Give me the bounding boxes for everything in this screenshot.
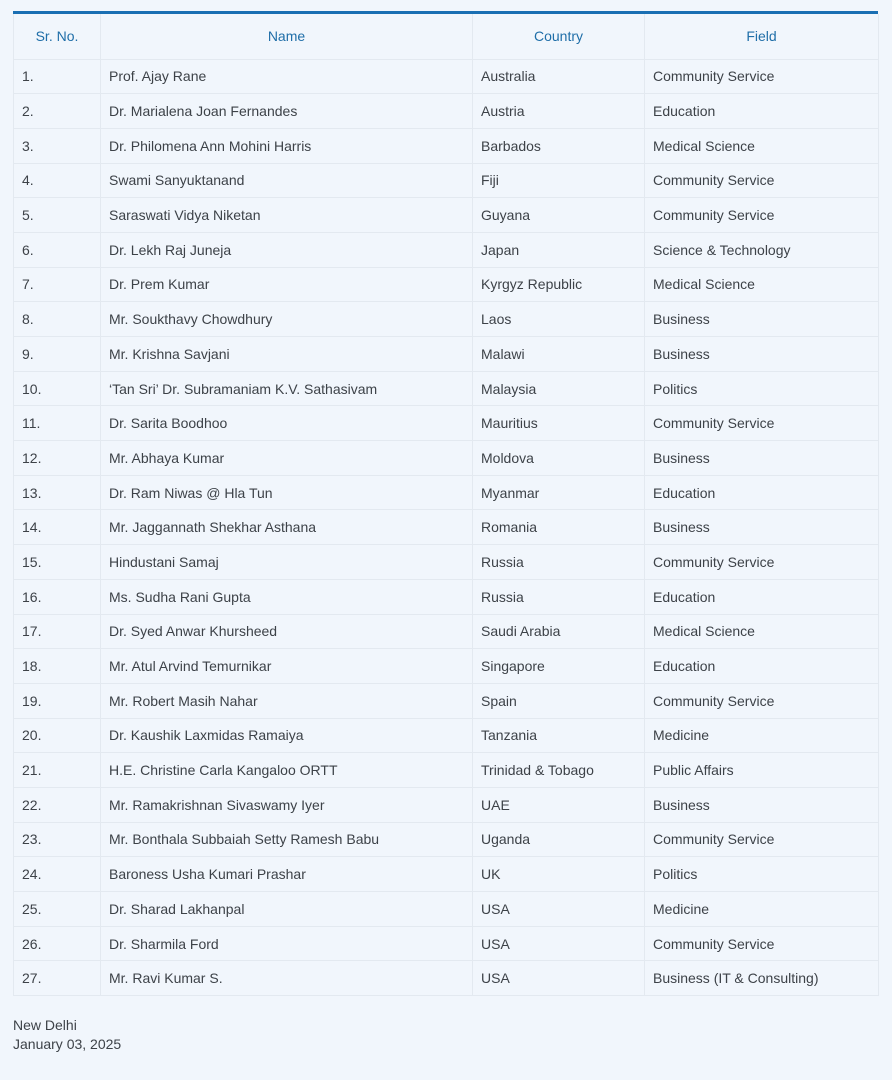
cell-field: Education bbox=[645, 579, 879, 614]
cell-sr-no: 26. bbox=[14, 926, 101, 961]
cell-country: Malawi bbox=[473, 337, 645, 372]
cell-country: Spain bbox=[473, 683, 645, 718]
cell-sr-no: 8. bbox=[14, 302, 101, 337]
table-row bbox=[14, 267, 879, 302]
cell-name: Mr. Atul Arvind Temurnikar bbox=[101, 649, 473, 684]
cell-country: Myanmar bbox=[473, 475, 645, 510]
cell-sr-no: 20. bbox=[14, 718, 101, 753]
cell-field: Business bbox=[645, 787, 879, 822]
cell-field: Medicine bbox=[645, 892, 879, 927]
cell-sr-no: 21. bbox=[14, 753, 101, 788]
cell-country: Fiji bbox=[473, 163, 645, 198]
cell-field: Medical Science bbox=[645, 614, 879, 649]
cell-name: Baroness Usha Kumari Prashar bbox=[101, 857, 473, 892]
cell-name: Dr. Prem Kumar bbox=[101, 267, 473, 302]
header-row bbox=[14, 14, 879, 59]
cell-name: Dr. Kaushik Laxmidas Ramaiya bbox=[101, 718, 473, 753]
cell-name: Mr. Bonthala Subbaiah Setty Ramesh Babu bbox=[101, 822, 473, 857]
cell-country: Kyrgyz Republic bbox=[473, 267, 645, 302]
table-row bbox=[14, 579, 879, 614]
cell-field: Business bbox=[645, 302, 879, 337]
cell-sr-no: 10. bbox=[14, 371, 101, 406]
cell-country: UK bbox=[473, 857, 645, 892]
cell-country: UAE bbox=[473, 787, 645, 822]
cell-name: Mr. Jaggannath Shekhar Asthana bbox=[101, 510, 473, 545]
cell-sr-no: 11. bbox=[14, 406, 101, 441]
cell-field: Education bbox=[645, 94, 879, 129]
cell-name: Dr. Marialena Joan Fernandes bbox=[101, 94, 473, 129]
cell-field: Community Service bbox=[645, 198, 879, 233]
header-sr-no: Sr. No. bbox=[14, 14, 101, 59]
cell-sr-no: 16. bbox=[14, 579, 101, 614]
cell-field: Public Affairs bbox=[645, 753, 879, 788]
table-body bbox=[14, 59, 879, 996]
cell-country: Russia bbox=[473, 579, 645, 614]
header-name: Name bbox=[101, 14, 473, 59]
footer-date: January 03, 2025 bbox=[13, 1036, 122, 1052]
cell-field: Business bbox=[645, 441, 879, 476]
cell-name: ‘Tan Sri’ Dr. Subramaniam K.V. Sathasivam bbox=[101, 371, 473, 406]
cell-sr-no: 4. bbox=[14, 163, 101, 198]
cell-sr-no: 19. bbox=[14, 683, 101, 718]
cell-sr-no: 17. bbox=[14, 614, 101, 649]
cell-field: Business bbox=[645, 510, 879, 545]
table-row bbox=[14, 128, 879, 163]
cell-country: Laos bbox=[473, 302, 645, 337]
table-header bbox=[14, 14, 879, 59]
cell-field: Science & Technology bbox=[645, 232, 879, 267]
cell-country: Uganda bbox=[473, 822, 645, 857]
cell-field: Politics bbox=[645, 857, 879, 892]
cell-country: Malaysia bbox=[473, 371, 645, 406]
cell-country: Austria bbox=[473, 94, 645, 129]
cell-sr-no: 1. bbox=[14, 59, 101, 94]
cell-name: Mr. Soukthavy Chowdhury bbox=[101, 302, 473, 337]
cell-name: Dr. Ram Niwas @ Hla Tun bbox=[101, 475, 473, 510]
table-row bbox=[14, 753, 879, 788]
cell-field: Medicine bbox=[645, 718, 879, 753]
cell-name: Mr. Robert Masih Nahar bbox=[101, 683, 473, 718]
header-country: Country bbox=[473, 14, 645, 59]
cell-name: Dr. Sharad Lakhanpal bbox=[101, 892, 473, 927]
cell-sr-no: 12. bbox=[14, 441, 101, 476]
cell-country: Trinidad & Tobago bbox=[473, 753, 645, 788]
cell-sr-no: 5. bbox=[14, 198, 101, 233]
cell-country: Moldova bbox=[473, 441, 645, 476]
cell-sr-no: 25. bbox=[14, 892, 101, 927]
cell-name: Dr. Sarita Boodhoo bbox=[101, 406, 473, 441]
cell-country: Russia bbox=[473, 545, 645, 580]
cell-sr-no: 6. bbox=[14, 232, 101, 267]
table-row bbox=[14, 163, 879, 198]
cell-sr-no: 27. bbox=[14, 961, 101, 996]
cell-country: Australia bbox=[473, 59, 645, 94]
table-row bbox=[14, 614, 879, 649]
cell-name: Prof. Ajay Rane bbox=[101, 59, 473, 94]
cell-country: Tanzania bbox=[473, 718, 645, 753]
cell-sr-no: 13. bbox=[14, 475, 101, 510]
cell-name: Mr. Ramakrishnan Sivaswamy Iyer bbox=[101, 787, 473, 822]
table-row bbox=[14, 94, 879, 129]
table-row bbox=[14, 892, 879, 927]
cell-country: Saudi Arabia bbox=[473, 614, 645, 649]
cell-field: Community Service bbox=[645, 545, 879, 580]
table-row bbox=[14, 683, 879, 718]
cell-name: Dr. Syed Anwar Khursheed bbox=[101, 614, 473, 649]
cell-country: Guyana bbox=[473, 198, 645, 233]
table-row bbox=[14, 926, 879, 961]
cell-sr-no: 7. bbox=[14, 267, 101, 302]
cell-field: Medical Science bbox=[645, 267, 879, 302]
footer-place: New Delhi bbox=[13, 1017, 77, 1033]
table-row bbox=[14, 475, 879, 510]
cell-country: Singapore bbox=[473, 649, 645, 684]
table-row bbox=[14, 718, 879, 753]
cell-country: Mauritius bbox=[473, 406, 645, 441]
cell-name: H.E. Christine Carla Kangaloo ORTT bbox=[101, 753, 473, 788]
cell-field: Community Service bbox=[645, 59, 879, 94]
cell-name: Dr. Sharmila Ford bbox=[101, 926, 473, 961]
table-row bbox=[14, 337, 879, 372]
table-row bbox=[14, 822, 879, 857]
footer bbox=[13, 1016, 121, 1054]
cell-name: Hindustani Samaj bbox=[101, 545, 473, 580]
cell-country: Barbados bbox=[473, 128, 645, 163]
cell-field: Education bbox=[645, 649, 879, 684]
cell-field: Medical Science bbox=[645, 128, 879, 163]
table-row bbox=[14, 545, 879, 580]
cell-sr-no: 9. bbox=[14, 337, 101, 372]
cell-field: Community Service bbox=[645, 683, 879, 718]
cell-sr-no: 23. bbox=[14, 822, 101, 857]
table-row bbox=[14, 198, 879, 233]
cell-name: Swami Sanyuktanand bbox=[101, 163, 473, 198]
cell-country: Japan bbox=[473, 232, 645, 267]
cell-field: Education bbox=[645, 475, 879, 510]
cell-sr-no: 24. bbox=[14, 857, 101, 892]
awardees-table bbox=[13, 14, 879, 996]
cell-sr-no: 22. bbox=[14, 787, 101, 822]
cell-field: Community Service bbox=[645, 926, 879, 961]
cell-field: Community Service bbox=[645, 163, 879, 198]
cell-name: Ms. Sudha Rani Gupta bbox=[101, 579, 473, 614]
cell-name: Mr. Krishna Savjani bbox=[101, 337, 473, 372]
table-row bbox=[14, 406, 879, 441]
cell-country: Romania bbox=[473, 510, 645, 545]
cell-field: Community Service bbox=[645, 822, 879, 857]
table-row bbox=[14, 649, 879, 684]
cell-name: Dr. Lekh Raj Juneja bbox=[101, 232, 473, 267]
table-row bbox=[14, 510, 879, 545]
table-row bbox=[14, 232, 879, 267]
cell-name: Mr. Abhaya Kumar bbox=[101, 441, 473, 476]
cell-sr-no: 15. bbox=[14, 545, 101, 580]
table-row bbox=[14, 441, 879, 476]
table-row bbox=[14, 302, 879, 337]
awardees-table-container bbox=[13, 11, 878, 996]
cell-name: Dr. Philomena Ann Mohini Harris bbox=[101, 128, 473, 163]
cell-name: Saraswati Vidya Niketan bbox=[101, 198, 473, 233]
table-row bbox=[14, 857, 879, 892]
cell-country: USA bbox=[473, 926, 645, 961]
cell-sr-no: 18. bbox=[14, 649, 101, 684]
cell-sr-no: 2. bbox=[14, 94, 101, 129]
cell-country: USA bbox=[473, 892, 645, 927]
cell-field: Community Service bbox=[645, 406, 879, 441]
cell-field: Business (IT & Consulting) bbox=[645, 961, 879, 996]
table-row bbox=[14, 787, 879, 822]
cell-name: Mr. Ravi Kumar S. bbox=[101, 961, 473, 996]
header-field: Field bbox=[645, 14, 879, 59]
cell-field: Business bbox=[645, 337, 879, 372]
table-row bbox=[14, 371, 879, 406]
cell-sr-no: 3. bbox=[14, 128, 101, 163]
cell-country: USA bbox=[473, 961, 645, 996]
table-row bbox=[14, 961, 879, 996]
cell-field: Politics bbox=[645, 371, 879, 406]
table-row bbox=[14, 59, 879, 94]
cell-sr-no: 14. bbox=[14, 510, 101, 545]
